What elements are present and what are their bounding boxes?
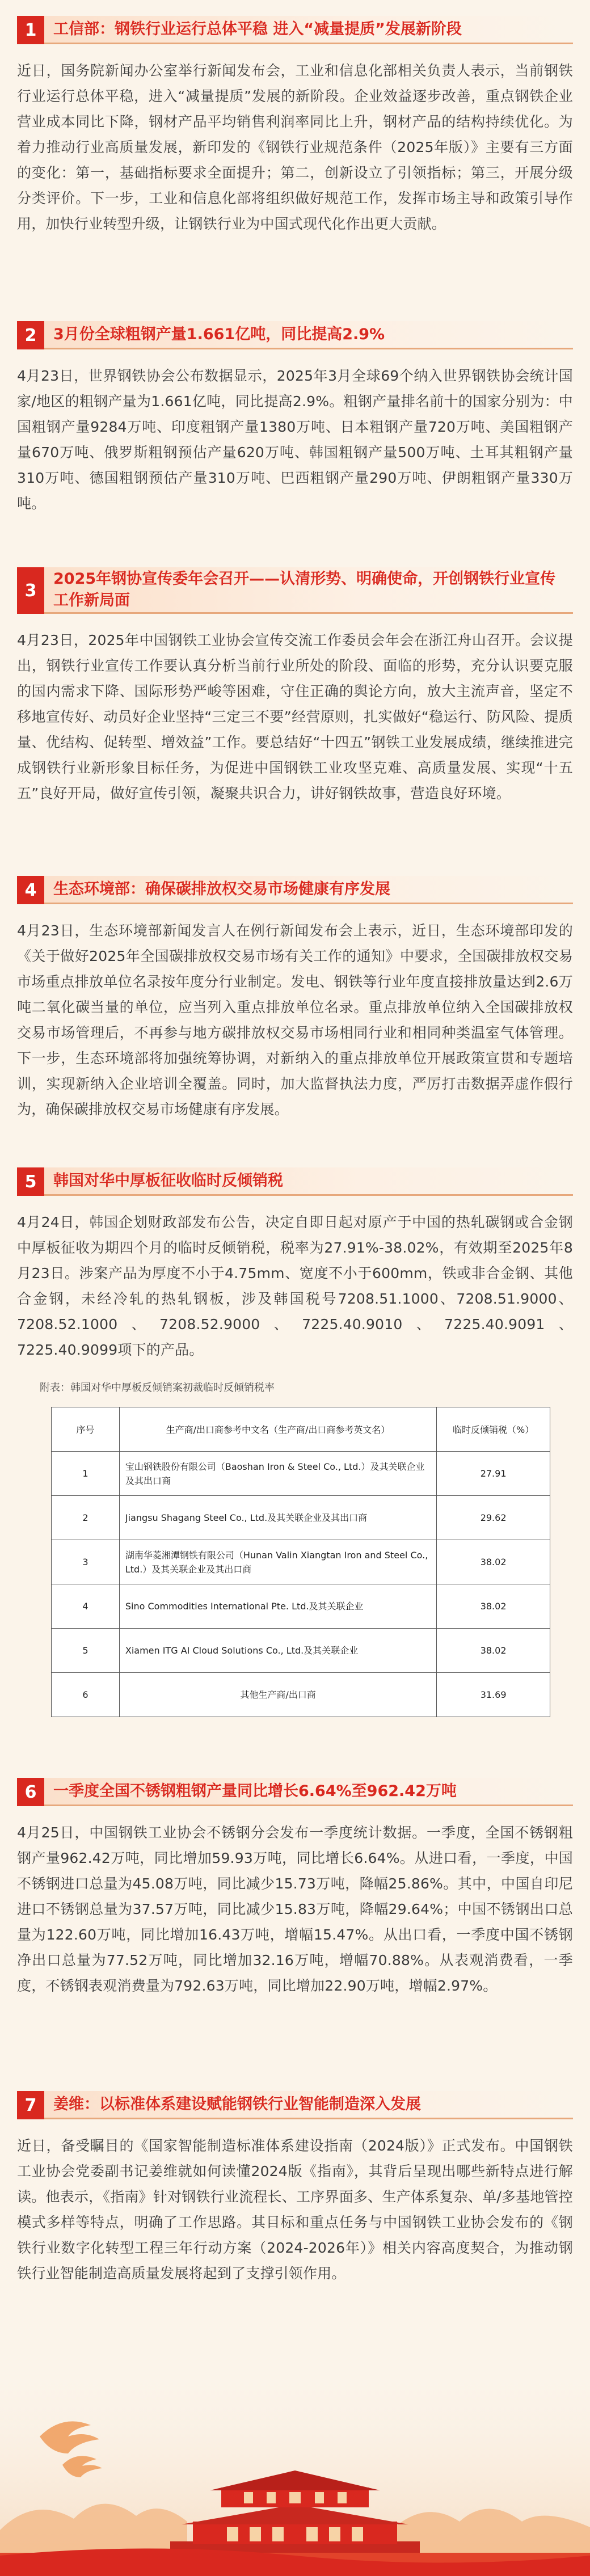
table-cell: 湖南华菱湘潭钢铁有限公司（Hunan Valin Xiangtan Iron and Steel Co., Ltd.）及其关联企业及其出口商 xyxy=(119,1540,436,1584)
table-cell: 27.91 xyxy=(437,1452,550,1496)
section-title-bar xyxy=(44,1778,573,1806)
section-title: 姜维：以标准体系建设赋能钢铁行业智能制造深入发展 xyxy=(53,2095,421,2113)
table-row xyxy=(52,1452,550,1496)
section-2 xyxy=(17,321,573,516)
table-cell: Sino Commodities International Pte. Ltd.及其关联企业 xyxy=(119,1584,436,1629)
table-cell: 38.02 xyxy=(437,1540,550,1584)
section-header xyxy=(17,876,573,904)
table-header-row xyxy=(52,1407,550,1452)
table-header-cell: 生产商/出口商参考中文名（生产商/出口商参考英文名） xyxy=(119,1407,436,1452)
table-cell: 4 xyxy=(52,1584,120,1629)
table-header-cell: 临时反倾销税（%） xyxy=(437,1407,550,1452)
section-body: 近日，国务院新闻办公室举行新闻发布会，工业和信息化部相关负责人表示，当前钢铁行业运行总体平稳，进入“减量提质”发展的新阶段。企业效益逐步改善，重点钢铁企业营业成本同比下降，钢材产品平均销售利润率同比上升，钢材产品的结构持续优化。为着力推动行业高质量发展，新印发的《钢铁行业规范条件（2025年版）》主要有三方面的变化：第一，基础指标要求全面提升；第二，创新设立了引领指标；第三，开展分级分类评价。下一步，工业和信息化部将组织做好规范工作，发挥市场主导和政策引导作用，加快行业转型升级，让钢铁行业为中国式现代化作出更大贡献。 xyxy=(17,62,573,232)
section-title: 3月份全球粗钢产量1.661亿吨，同比提高2.9% xyxy=(53,325,385,343)
section-title-bar xyxy=(44,321,573,349)
section-title-bar xyxy=(44,2091,573,2119)
section-number: 3 xyxy=(17,567,44,614)
section-header xyxy=(17,567,573,614)
section-body: 4月23日，生态环境部新闻发言人在例行新闻发布会上表示，近日，生态环境部印发的《关于做好2025年全国碳排放权交易市场有关工作的通知》中要求，全国碳排放权交易市场重点排放单位名录按年度分行业制定。发电、钢铁等行业年度直接排放量达到2.6万吨二氧化碳当量的单位，应当列入重点排放单位名录。重点排放单位纳入全国碳排放权交易市场管理后，不再参与地方碳排放权交易市场相同行业和相同种类温室气体管理。下一步，生态环境部将加强统筹协调，对新纳入的重点排放单位开展政策宣贯和专题培训，实现新纳入企业培训全覆盖。同时，加大监督执法力度，严厉打击数据弄虚作假行为，确保碳排放权交易市场健康有序发展。 xyxy=(17,922,573,1118)
table-cell: 其他生产商/出口商 xyxy=(119,1673,436,1717)
section-body: 4月23日，2025年中国钢铁工业协会宣传交流工作委员会年会在浙江舟山召开。会议提出，钢铁行业宣传工作要认真分析当前行业所处的阶段、面临的形势，充分认识要克服的国内需求下降、国际形势严峻等困难，守住正确的舆论方向，放大主流声音，坚定不移地宣传好、动员好企业坚持“三定三不要”经营原则，扎实做好“稳运行、防风险、提质量、优结构、促转型、增效益”工作。要总结好“十四五”钢铁工业发展成绩，继续推进完成钢铁行业新形象目标任务，为促进中国钢铁工业攻坚克难、高质量发展、实现“十五五”良好开局，做好宣传引领，凝聚共识合力，讲好钢铁故事，营造良好环境。 xyxy=(17,632,573,802)
section-3 xyxy=(17,567,573,806)
table-row xyxy=(52,1629,550,1673)
table-cell: 3 xyxy=(52,1540,120,1584)
table-cell: 1 xyxy=(52,1452,120,1496)
section-header xyxy=(17,1778,573,1806)
section-header xyxy=(17,1167,573,1196)
section-header xyxy=(17,16,573,44)
section-title-bar xyxy=(44,1167,573,1196)
table-cell: 6 xyxy=(52,1673,120,1717)
table-row xyxy=(52,1584,550,1629)
table-caption: 附表：韩国对华中厚板反倾销案初裁临时反倾销税率 xyxy=(40,1382,275,1394)
tariff-table xyxy=(51,1407,550,1717)
table-cell: 38.02 xyxy=(437,1629,550,1673)
section-number: 1 xyxy=(17,16,44,44)
table-row xyxy=(52,1496,550,1540)
table-cell: 31.69 xyxy=(437,1673,550,1717)
table-header-cell: 序号 xyxy=(52,1407,120,1452)
section-1 xyxy=(17,16,573,237)
section-body: 4月25日，中国钢铁工业协会不锈钢分会发布一季度统计数据。一季度，全国不锈钢粗钢产量962.42万吨，同比增加59.93万吨，同比增长6.64%。从进口看，一季度，中国不锈钢进口总量为45.08万吨，同比减少15.73万吨，降幅25.86%。其中，中国自印尼进口不锈钢总量为37.57万吨，同比减少15.83万吨，降幅29.64%；中国不锈钢出口总量为122.60万吨，同比增加16.43万吨，增幅15.47%。从出口看，一季度中国不锈钢净出口总量为77.52万吨，同比增加32.16万吨，增幅70.88%。从表观消费看，一季度，不锈钢表观消费量为792.63万吨，同比增加22.90万吨，增幅2.97%。 xyxy=(17,1824,573,1994)
section-number: 4 xyxy=(17,876,44,904)
table-cell: Jiangsu Shagang Steel Co., Ltd.及其关联企业及其出口商 xyxy=(119,1496,436,1540)
section-number: 6 xyxy=(17,1778,44,1806)
section-title: 生态环境部：确保碳排放权交易市场健康有序发展 xyxy=(53,880,390,898)
section-title-bar xyxy=(44,16,573,44)
table-row xyxy=(52,1540,550,1584)
section-title-bar xyxy=(44,876,573,904)
section-7 xyxy=(17,2091,573,2286)
section-header xyxy=(17,321,573,349)
section-title-bar xyxy=(44,567,573,614)
table-cell: 29.62 xyxy=(437,1496,550,1540)
section-header xyxy=(17,2091,573,2119)
section-body: 4月24日，韩国企划财政部发布公告，决定自即日起对原产于中国的热轧碳钢或合金钢中厚板征收为期四个月的临时反倾销税，税率为27.91%-38.02%，有效期至2025年8月23日。涉案产品为厚度不小于4.75mm、宽度不小于600mm，铁或非合金钢、其他合金钢，未经冷轧的热轧钢板，涉及韩国税号7208.51.1000、7208.51.9000、7208.52.1000、7208.52.9000、7225.40.9010、7225.40.9091、7225.40.9099项下的产品。 xyxy=(17,1214,573,1358)
section-body: 4月23日，世界钢铁协会公布数据显示，2025年3月全球69个纳入世界钢铁协会统计国家/地区的粗钢产量为1.661亿吨，同比提高2.9%。粗钢产量排名前十的国家分别为：中国粗钢产量9284万吨、印度粗钢产量1380万吨、日本粗钢产量720万吨、美国粗钢产量670万吨、俄罗斯粗钢预估产量620万吨、韩国粗钢产量500万吨、土耳其粗钢产量310万吨、德国粗钢预估产量310万吨、巴西粗钢产量290万吨、伊朗粗钢产量330万吨。 xyxy=(17,368,573,512)
table-cell: 2 xyxy=(52,1496,120,1540)
section-title: 2025年钢协宣传委年会召开——认清形势、明确使命，开创钢铁行业宣传工作新局面 xyxy=(53,570,556,609)
section-title: 韩国对华中厚板征收临时反倾销税 xyxy=(53,1171,283,1190)
table-cell: 宝山钢铁股份有限公司（Baoshan Iron & Steel Co., Ltd.）及其关联企业及其出口商 xyxy=(119,1452,436,1496)
table-row xyxy=(52,1673,550,1717)
table-cell: 38.02 xyxy=(437,1584,550,1629)
section-title: 一季度全国不锈钢粗钢产量同比增长6.64%至962.42万吨 xyxy=(53,1782,457,1800)
section-4 xyxy=(17,876,573,1122)
section-6 xyxy=(17,1778,573,1999)
section-number: 2 xyxy=(17,321,44,349)
table-cell: Xiamen ITG AI Cloud Solutions Co., Ltd.及其关联企业 xyxy=(119,1629,436,1673)
decorative-footer xyxy=(0,2360,590,2576)
section-number: 7 xyxy=(17,2091,44,2119)
section-5 xyxy=(17,1167,573,1717)
section-number: 5 xyxy=(17,1167,44,1196)
table-cell: 5 xyxy=(52,1629,120,1673)
section-title: 工信部：钢铁行业运行总体平稳 进入“减量提质”发展新阶段 xyxy=(53,20,462,38)
section-body: 近日，备受瞩目的《国家智能制造标准体系建设指南（2024版）》正式发布。中国钢铁工业协会党委副书记姜维就如何读懂2024版《指南》，其背后呈现出哪些新特点进行解读。他表示，《指南》针对钢铁行业流程长、工序界面多、生产体系复杂、单/多基地管控模式多样等特点，明确了工作思路。其目标和重点任务与中国钢铁工业协会发布的《钢铁行业数字化转型工程三年行动方案（2024-2026年）》相关内容高度契合，为推动钢铁行业智能制造高质量发展将起到了支撑引领作用。 xyxy=(17,2137,573,2282)
